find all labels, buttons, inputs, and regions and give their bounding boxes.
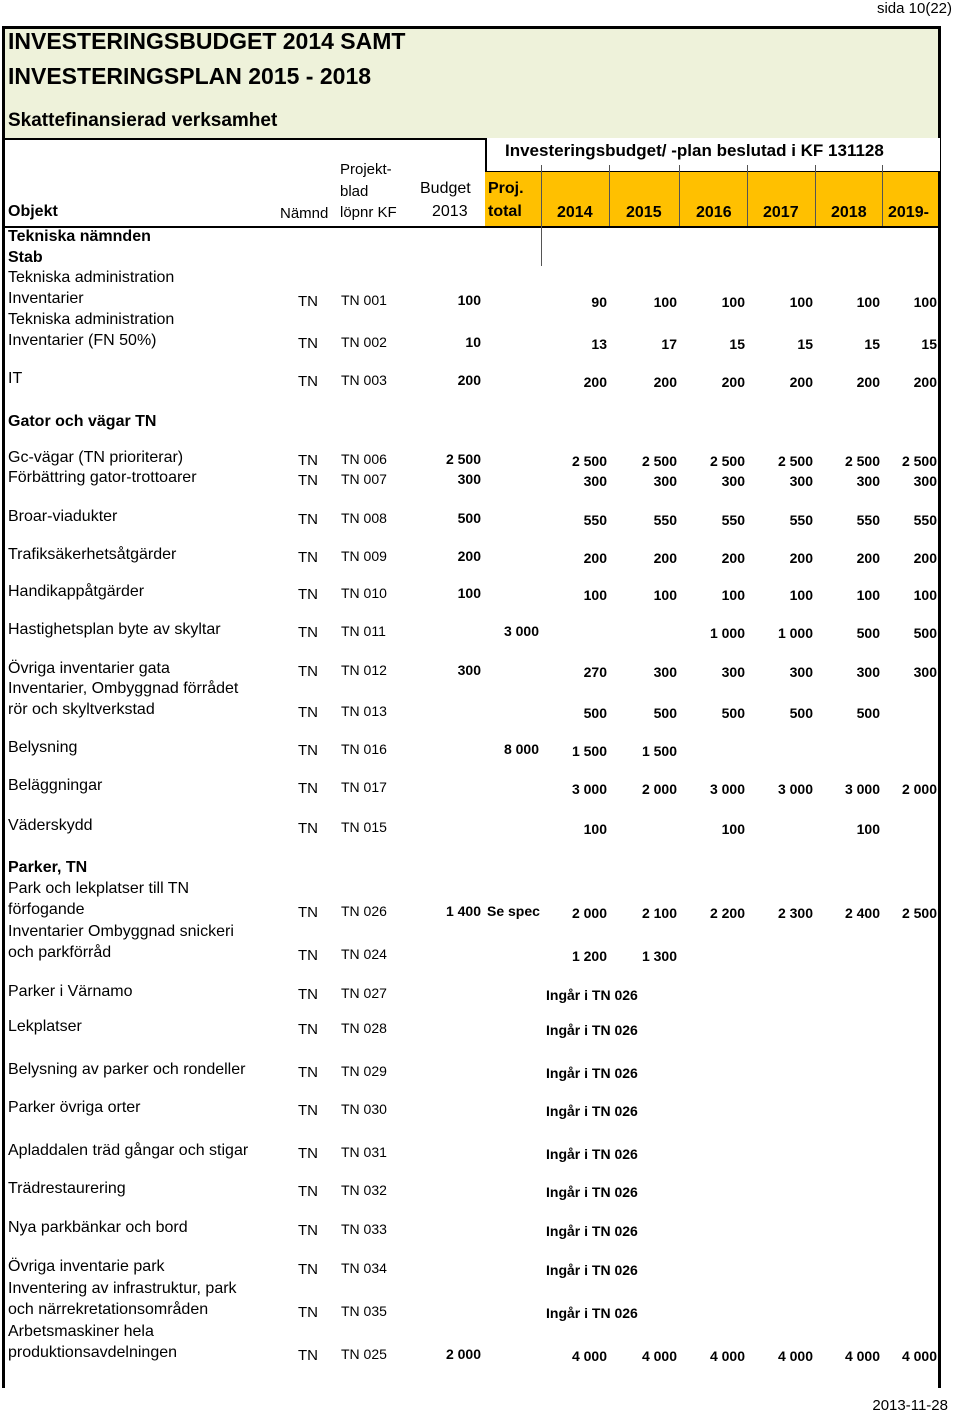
row-year-value: 2 400 [844,905,880,921]
row-project-number: TN 008 [341,510,387,526]
header-2019: 2019- [888,204,929,221]
header-namnd: Nämnd [280,205,329,222]
header-projektblad-2: blad [340,183,369,200]
row-year-value: 2 100 [641,905,677,921]
header-2015: 2015 [626,204,662,221]
row-year-value: 1 200 [571,948,607,964]
row-year-value: 550 [653,512,677,528]
row-object-label: Beläggningar [8,777,103,794]
row-year-value: 300 [913,473,937,489]
row-object-label: Övriga inventarie park [8,1258,165,1275]
row-year-value: 300 [653,664,677,680]
row-budget-2013: 1 400 [445,903,481,919]
year-column-separator [815,165,816,226]
row-year-value: 200 [789,374,813,390]
row-year-value: 300 [913,664,937,680]
row-year-value: 100 [721,294,745,310]
row-object-label: förfogande [8,901,85,918]
row-year-value: 15 [797,336,813,352]
row-note: Ingår i TN 026 [546,1065,638,1081]
row-object-label: IT [8,370,23,387]
row-namnd: TN [298,1222,318,1239]
header-2017: 2017 [763,204,799,221]
row-object-label: Trafiksäkerhetsåtgärder [8,546,177,563]
row-year-value: 4 000 [571,1348,607,1364]
row-year-value: 100 [856,821,880,837]
footer-date: 2013-11-28 [872,1397,948,1414]
row-project-number: TN 028 [341,1020,387,1036]
row-year-value: 200 [789,550,813,566]
row-budget-2013: 200 [457,548,481,564]
row-object-label: Belysning av parker och rondeller [8,1061,246,1078]
row-namnd: TN [298,947,318,964]
row-year-value: 2 500 [844,453,880,469]
row-namnd: TN [298,1183,318,1200]
row-project-number: TN 013 [341,703,387,719]
row-year-value: 500 [856,625,880,641]
header-projektblad-3: löpnr KF [340,204,397,221]
row-project-number: TN 033 [341,1221,387,1237]
row-budget-2013: 200 [457,372,481,388]
row-project-number: TN 006 [341,451,387,467]
header-2014: 2014 [557,204,593,221]
row-year-value: 90 [591,294,607,310]
row-year-value: 550 [583,512,607,528]
row-object-label: produktionsavdelningen [8,1344,178,1361]
row-year-value: 4 000 [709,1348,745,1364]
row-project-number: TN 025 [341,1346,387,1362]
row-year-value: 13 [591,336,607,352]
year-column-separator [541,165,542,226]
row-project-number: TN 003 [341,372,387,388]
row-object-label: Hastighetsplan byte av skyltar [8,621,221,638]
budget-header: Investeringsbudget/ -plan beslutad i KF 131128 [505,141,884,160]
row-note: Ingår i TN 026 [546,1305,638,1321]
row-namnd: TN [298,704,318,721]
row-note: Ingår i TN 026 [546,1103,638,1119]
row-year-value: 2 500 [901,453,937,469]
row-object-label: Inventarier, Ombyggnad förrådet [8,680,239,697]
proj-column-separator [541,226,542,266]
row-year-value: 300 [789,664,813,680]
row-year-value: 100 [721,821,745,837]
title-line-1: INVESTERINGSBUDGET 2014 SAMT [8,28,406,54]
row-project-number: TN 001 [341,292,387,308]
section-heading: Tekniska nämnden [8,228,151,245]
row-project-number: TN 030 [341,1101,387,1117]
row-year-value: 15 [921,336,937,352]
row-object-label: Inventering av infrastruktur, park [8,1280,237,1297]
page-number: sida 10(22) [876,0,952,17]
row-year-value: 550 [856,512,880,528]
row-object-label: och parkförråd [8,944,112,961]
row-namnd: TN [298,472,318,489]
row-project-number: TN 011 [341,623,386,639]
row-year-value: 2 000 [571,905,607,921]
header-budget-1: Budget [420,180,471,197]
header-projektblad-1: Projekt- [340,161,392,178]
row-object-label: Arbetsmaskiner hela [8,1323,154,1340]
row-note: Ingår i TN 026 [546,987,638,1003]
row-project-number: TN 010 [341,585,387,601]
row-budget-2013: 300 [457,662,481,678]
section-heading: Parker, TN [8,859,88,876]
row-year-value: 2 200 [709,905,745,921]
header-2018: 2018 [831,204,867,221]
row-budget-2013: 100 [457,292,481,308]
row-namnd: TN [298,373,318,390]
row-year-value: 550 [913,512,937,528]
row-year-value: 550 [789,512,813,528]
row-year-value: 1 000 [709,625,745,641]
row-year-value: 17 [661,336,677,352]
row-budget-2013: 300 [457,471,481,487]
year-column-separator [679,165,680,226]
row-year-value: 500 [721,705,745,721]
row-year-value: 500 [856,705,880,721]
row-namnd: TN [298,1021,318,1038]
row-namnd: TN [298,1304,318,1321]
row-project-number: TN 034 [341,1260,387,1276]
year-column-separator [882,165,883,226]
row-year-value: 500 [913,625,937,641]
row-year-value: 3 000 [709,781,745,797]
row-object-label: Parker i Värnamo [8,983,133,1000]
row-year-value: 2 500 [709,453,745,469]
row-year-value: 4 000 [901,1348,937,1364]
row-project-number: TN 032 [341,1182,387,1198]
row-object-label: Apladdalen träd gångar och stigar [8,1142,249,1159]
section-heading: Stab [8,249,43,266]
row-namnd: TN [298,820,318,837]
row-namnd: TN [298,624,318,641]
header-2016: 2016 [696,204,732,221]
row-object-label: Park och lekplatser till TN [8,880,190,897]
row-project-number: TN 009 [341,548,387,564]
row-year-value: 100 [583,587,607,603]
row-namnd: TN [298,663,318,680]
row-year-value: 4 000 [777,1348,813,1364]
row-project-number: TN 017 [341,779,387,795]
row-year-value: 200 [721,374,745,390]
row-year-value: 2 500 [901,905,937,921]
row-year-value: 200 [653,550,677,566]
row-year-value: 1 000 [777,625,813,641]
row-namnd: TN [298,1064,318,1081]
row-project-number: TN 012 [341,662,387,678]
row-year-value: 15 [864,336,880,352]
header-budget-2: 2013 [432,203,468,220]
row-project-number: TN 035 [341,1303,387,1319]
row-year-value: 100 [583,821,607,837]
row-object-label: och närrekretationsområden [8,1301,209,1318]
row-note: Ingår i TN 026 [546,1022,638,1038]
header-proj-2: total [488,203,522,220]
row-budget-2013: 10 [465,334,481,350]
header-proj-1: Proj. [488,180,524,197]
row-year-value: 1 300 [641,948,677,964]
row-year-value: 100 [721,587,745,603]
row-object-label: Övriga inventarier gata [8,660,170,677]
row-object-label: Inventarier [8,290,84,307]
row-project-number: TN 026 [341,903,387,919]
row-namnd: TN [298,335,318,352]
header-objekt: Objekt [8,203,58,220]
row-budget-2013: 2 500 [445,451,481,467]
row-project-number: TN 016 [341,741,387,757]
row-year-value: 2 500 [777,453,813,469]
row-year-value: 270 [583,664,607,680]
row-year-value: 100 [653,294,677,310]
row-year-value: 100 [789,587,813,603]
row-namnd: TN [298,586,318,603]
row-year-value: 15 [729,336,745,352]
row-year-value: 100 [789,294,813,310]
row-object-label: Gc-vägar (TN prioriterar) [8,449,184,466]
row-object-label: Handikappåtgärder [8,583,145,600]
section-heading: Gator och vägar TN [8,413,157,430]
row-object-label: Parker övriga orter [8,1099,141,1116]
row-budget-2013: 100 [457,585,481,601]
row-year-value: 550 [721,512,745,528]
row-year-value: 1 500 [571,743,607,759]
row-year-value: 2 000 [901,781,937,797]
row-namnd: TN [298,1102,318,1119]
row-year-value: 2 500 [571,453,607,469]
row-year-value: 300 [721,473,745,489]
year-column-separator [609,165,610,226]
row-namnd: TN [298,1261,318,1278]
row-note: Ingår i TN 026 [546,1146,638,1162]
row-year-value: 300 [856,473,880,489]
years-header-bg [541,172,938,226]
row-year-value: 100 [856,294,880,310]
row-namnd: TN [298,549,318,566]
row-year-value: 3 000 [571,781,607,797]
row-object-label: Tekniska administration [8,311,175,328]
row-year-value: 2 500 [641,453,677,469]
title-line-2: INVESTERINGSPLAN 2015 - 2018 [8,63,372,89]
row-year-value: 2 300 [777,905,813,921]
row-namnd: TN [298,742,318,759]
row-namnd: TN [298,511,318,528]
row-object-label: Inventarier (FN 50%) [8,332,157,349]
row-note: Ingår i TN 026 [546,1223,638,1239]
row-proj-total: Se spec [487,903,540,919]
row-year-value: 500 [583,705,607,721]
row-object-label: Nya parkbänkar och bord [8,1219,188,1236]
row-year-value: 100 [913,294,937,310]
row-object-label: Belysning [8,739,78,756]
row-year-value: 300 [721,664,745,680]
row-object-label: Tekniska administration [8,269,175,286]
row-year-value: 300 [856,664,880,680]
row-year-value: 200 [653,374,677,390]
row-object-label: Broar-viadukter [8,508,118,525]
row-year-value: 500 [789,705,813,721]
row-note: Ingår i TN 026 [546,1262,638,1278]
row-budget-2013: 500 [457,510,481,526]
row-namnd: TN [298,904,318,921]
row-project-number: TN 031 [341,1144,387,1160]
row-year-value: 1 500 [641,743,677,759]
row-object-label: rör och skyltverkstad [8,701,155,718]
row-year-value: 100 [913,587,937,603]
row-project-number: TN 024 [341,946,387,962]
row-object-label: Väderskydd [8,817,93,834]
subtitle: Skattefinansierad verksamhet [8,110,278,131]
row-year-value: 4 000 [844,1348,880,1364]
row-year-value: 200 [913,374,937,390]
row-namnd: TN [298,293,318,310]
row-year-value: 500 [653,705,677,721]
row-project-number: TN 002 [341,334,387,350]
row-year-value: 200 [583,374,607,390]
row-project-number: TN 007 [341,471,387,487]
row-year-value: 200 [721,550,745,566]
row-project-number: TN 027 [341,985,387,1001]
row-year-value: 300 [789,473,813,489]
row-note: Ingår i TN 026 [546,1184,638,1200]
row-year-value: 3 000 [777,781,813,797]
row-namnd: TN [298,452,318,469]
row-year-value: 200 [856,550,880,566]
row-object-label: Trädrestaurering [8,1180,126,1197]
row-year-value: 2 000 [641,781,677,797]
row-year-value: 4 000 [641,1348,677,1364]
row-namnd: TN [298,986,318,1003]
row-project-number: TN 015 [341,819,387,835]
row-year-value: 300 [583,473,607,489]
row-year-value: 300 [653,473,677,489]
row-object-label: Inventarier Ombyggnad snickeri [8,923,234,940]
row-year-value: 100 [856,587,880,603]
row-year-value: 200 [856,374,880,390]
row-proj-total: 3 000 [503,623,539,639]
row-year-value: 200 [583,550,607,566]
row-year-value: 100 [653,587,677,603]
row-year-value: 200 [913,550,937,566]
row-proj-total: 8 000 [503,741,539,757]
row-object-label: Förbättring gator-trottoarer [8,469,197,486]
row-object-label: Lekplatser [8,1018,82,1035]
year-column-separator [747,165,748,226]
row-budget-2013: 2 000 [445,1346,481,1362]
row-namnd: TN [298,1347,318,1364]
row-namnd: TN [298,780,318,797]
row-namnd: TN [298,1145,318,1162]
row-year-value: 3 000 [844,781,880,797]
row-project-number: TN 029 [341,1063,387,1079]
